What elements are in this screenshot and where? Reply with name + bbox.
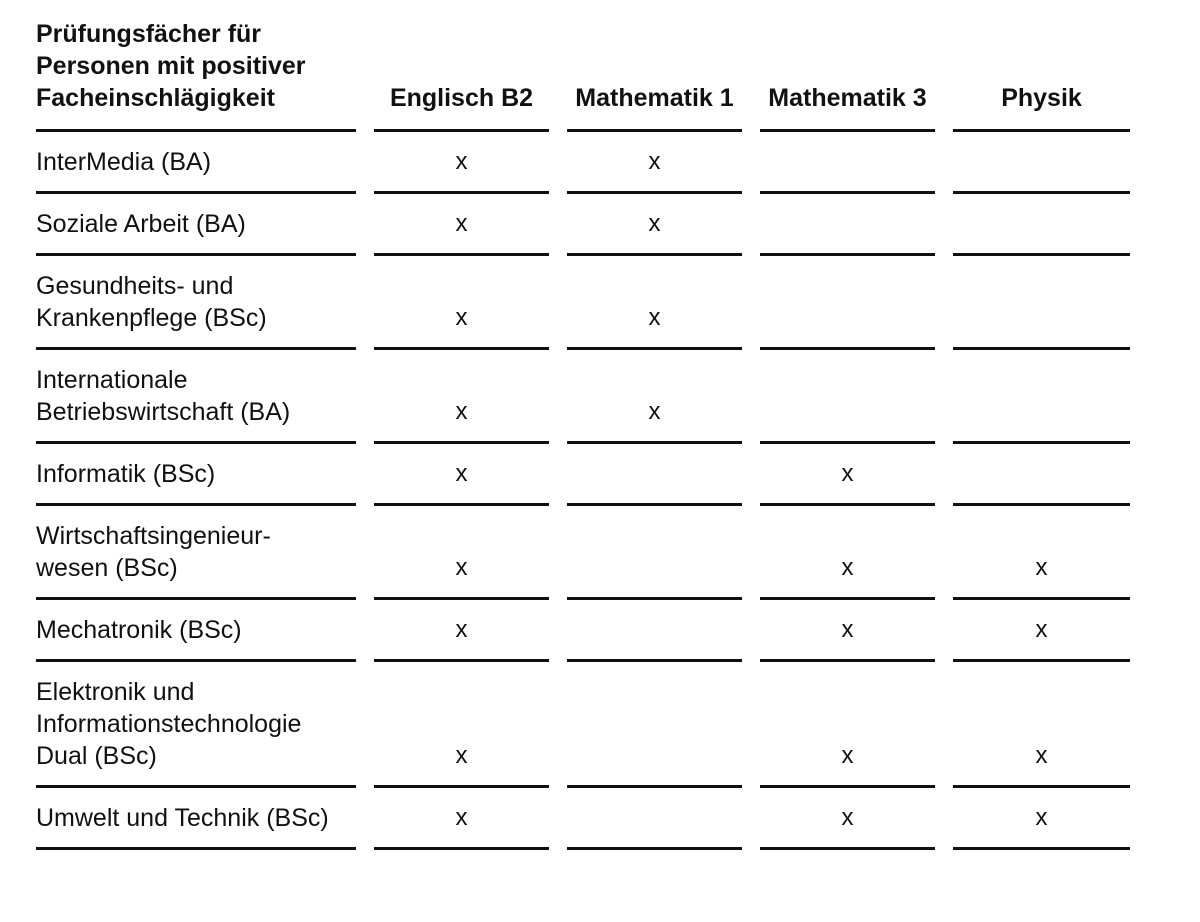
x-mark: x [841, 460, 854, 487]
mark-mathematik-3 [760, 506, 935, 600]
mark-mathematik-3 [760, 662, 935, 788]
mark-physik [953, 600, 1130, 662]
x-mark: x [648, 148, 661, 175]
table-row [36, 662, 1132, 788]
mark-mathematik-3 [760, 350, 935, 444]
mark-physik [953, 256, 1130, 350]
x-mark: x [455, 742, 468, 769]
table-row [36, 444, 1132, 506]
mark-mathematik-1 [567, 194, 742, 256]
mark-mathematik-3 [760, 788, 935, 850]
program-name: Informatik (BSc) [36, 444, 356, 506]
x-mark: x [841, 804, 854, 831]
table-header-row [36, 14, 1132, 132]
program-name: Wirtschaftsingenieur- wesen (BSc) [36, 506, 356, 600]
x-mark: x [841, 616, 854, 643]
x-mark: x [648, 398, 661, 425]
mark-mathematik-1 [567, 256, 742, 350]
program-name: Elektronik und Informationstechnologie Dual (BSc) [36, 662, 356, 788]
table-row [36, 600, 1132, 662]
mark-mathematik-1 [567, 600, 742, 662]
x-mark: x [455, 804, 468, 831]
mark-mathematik-1 [567, 506, 742, 600]
mark-physik [953, 506, 1130, 600]
header-englisch-b2: Englisch B2 [374, 14, 549, 132]
mark-physik [953, 662, 1130, 788]
header-physik: Physik [953, 14, 1130, 132]
mark-englisch-b2 [374, 256, 549, 350]
mark-mathematik-3 [760, 132, 935, 194]
mark-englisch-b2 [374, 444, 549, 506]
mark-mathematik-3 [760, 600, 935, 662]
x-mark: x [455, 460, 468, 487]
mark-englisch-b2 [374, 194, 549, 256]
x-mark: x [1035, 804, 1048, 831]
mark-englisch-b2 [374, 788, 549, 850]
table-row [36, 132, 1132, 194]
program-name: Soziale Arbeit (BA) [36, 194, 356, 256]
exam-subjects-table [36, 14, 1132, 850]
header-subject-label: Prüfungsfächer für Personen mit positiver Facheinschlägigkeit [36, 14, 356, 132]
program-name: InterMedia (BA) [36, 132, 356, 194]
x-mark: x [455, 210, 468, 237]
x-mark: x [1035, 554, 1048, 581]
program-name: Mechatronik (BSc) [36, 600, 356, 662]
x-mark: x [455, 554, 468, 581]
header-mathematik-1: Mathematik 1 [567, 14, 742, 132]
header-mathematik-3: Mathematik 3 [760, 14, 935, 132]
program-name: Internationale Betriebswirtschaft (BA) [36, 350, 356, 444]
table-row [36, 506, 1132, 600]
x-mark: x [1035, 616, 1048, 643]
mark-mathematik-1 [567, 662, 742, 788]
mark-englisch-b2 [374, 506, 549, 600]
mark-mathematik-3 [760, 444, 935, 506]
mark-mathematik-3 [760, 256, 935, 350]
mark-physik [953, 194, 1130, 256]
x-mark: x [455, 304, 468, 331]
mark-mathematik-1 [567, 350, 742, 444]
x-mark: x [841, 554, 854, 581]
x-mark: x [648, 304, 661, 331]
mark-mathematik-1 [567, 132, 742, 194]
mark-physik [953, 788, 1130, 850]
mark-englisch-b2 [374, 600, 549, 662]
mark-physik [953, 350, 1130, 444]
mark-mathematik-1 [567, 788, 742, 850]
table-row [36, 350, 1132, 444]
x-mark: x [648, 210, 661, 237]
x-mark: x [841, 742, 854, 769]
x-mark: x [455, 616, 468, 643]
mark-englisch-b2 [374, 662, 549, 788]
x-mark: x [455, 398, 468, 425]
table-row [36, 194, 1132, 256]
mark-mathematik-3 [760, 194, 935, 256]
x-mark: x [1035, 742, 1048, 769]
program-name: Umwelt und Technik (BSc) [36, 788, 356, 850]
program-name: Gesundheits- und Krankenpflege (BSc) [36, 256, 356, 350]
mark-englisch-b2 [374, 350, 549, 444]
table-row [36, 256, 1132, 350]
mark-physik [953, 444, 1130, 506]
x-mark: x [455, 148, 468, 175]
mark-mathematik-1 [567, 444, 742, 506]
mark-physik [953, 132, 1130, 194]
table-row [36, 788, 1132, 850]
mark-englisch-b2 [374, 132, 549, 194]
